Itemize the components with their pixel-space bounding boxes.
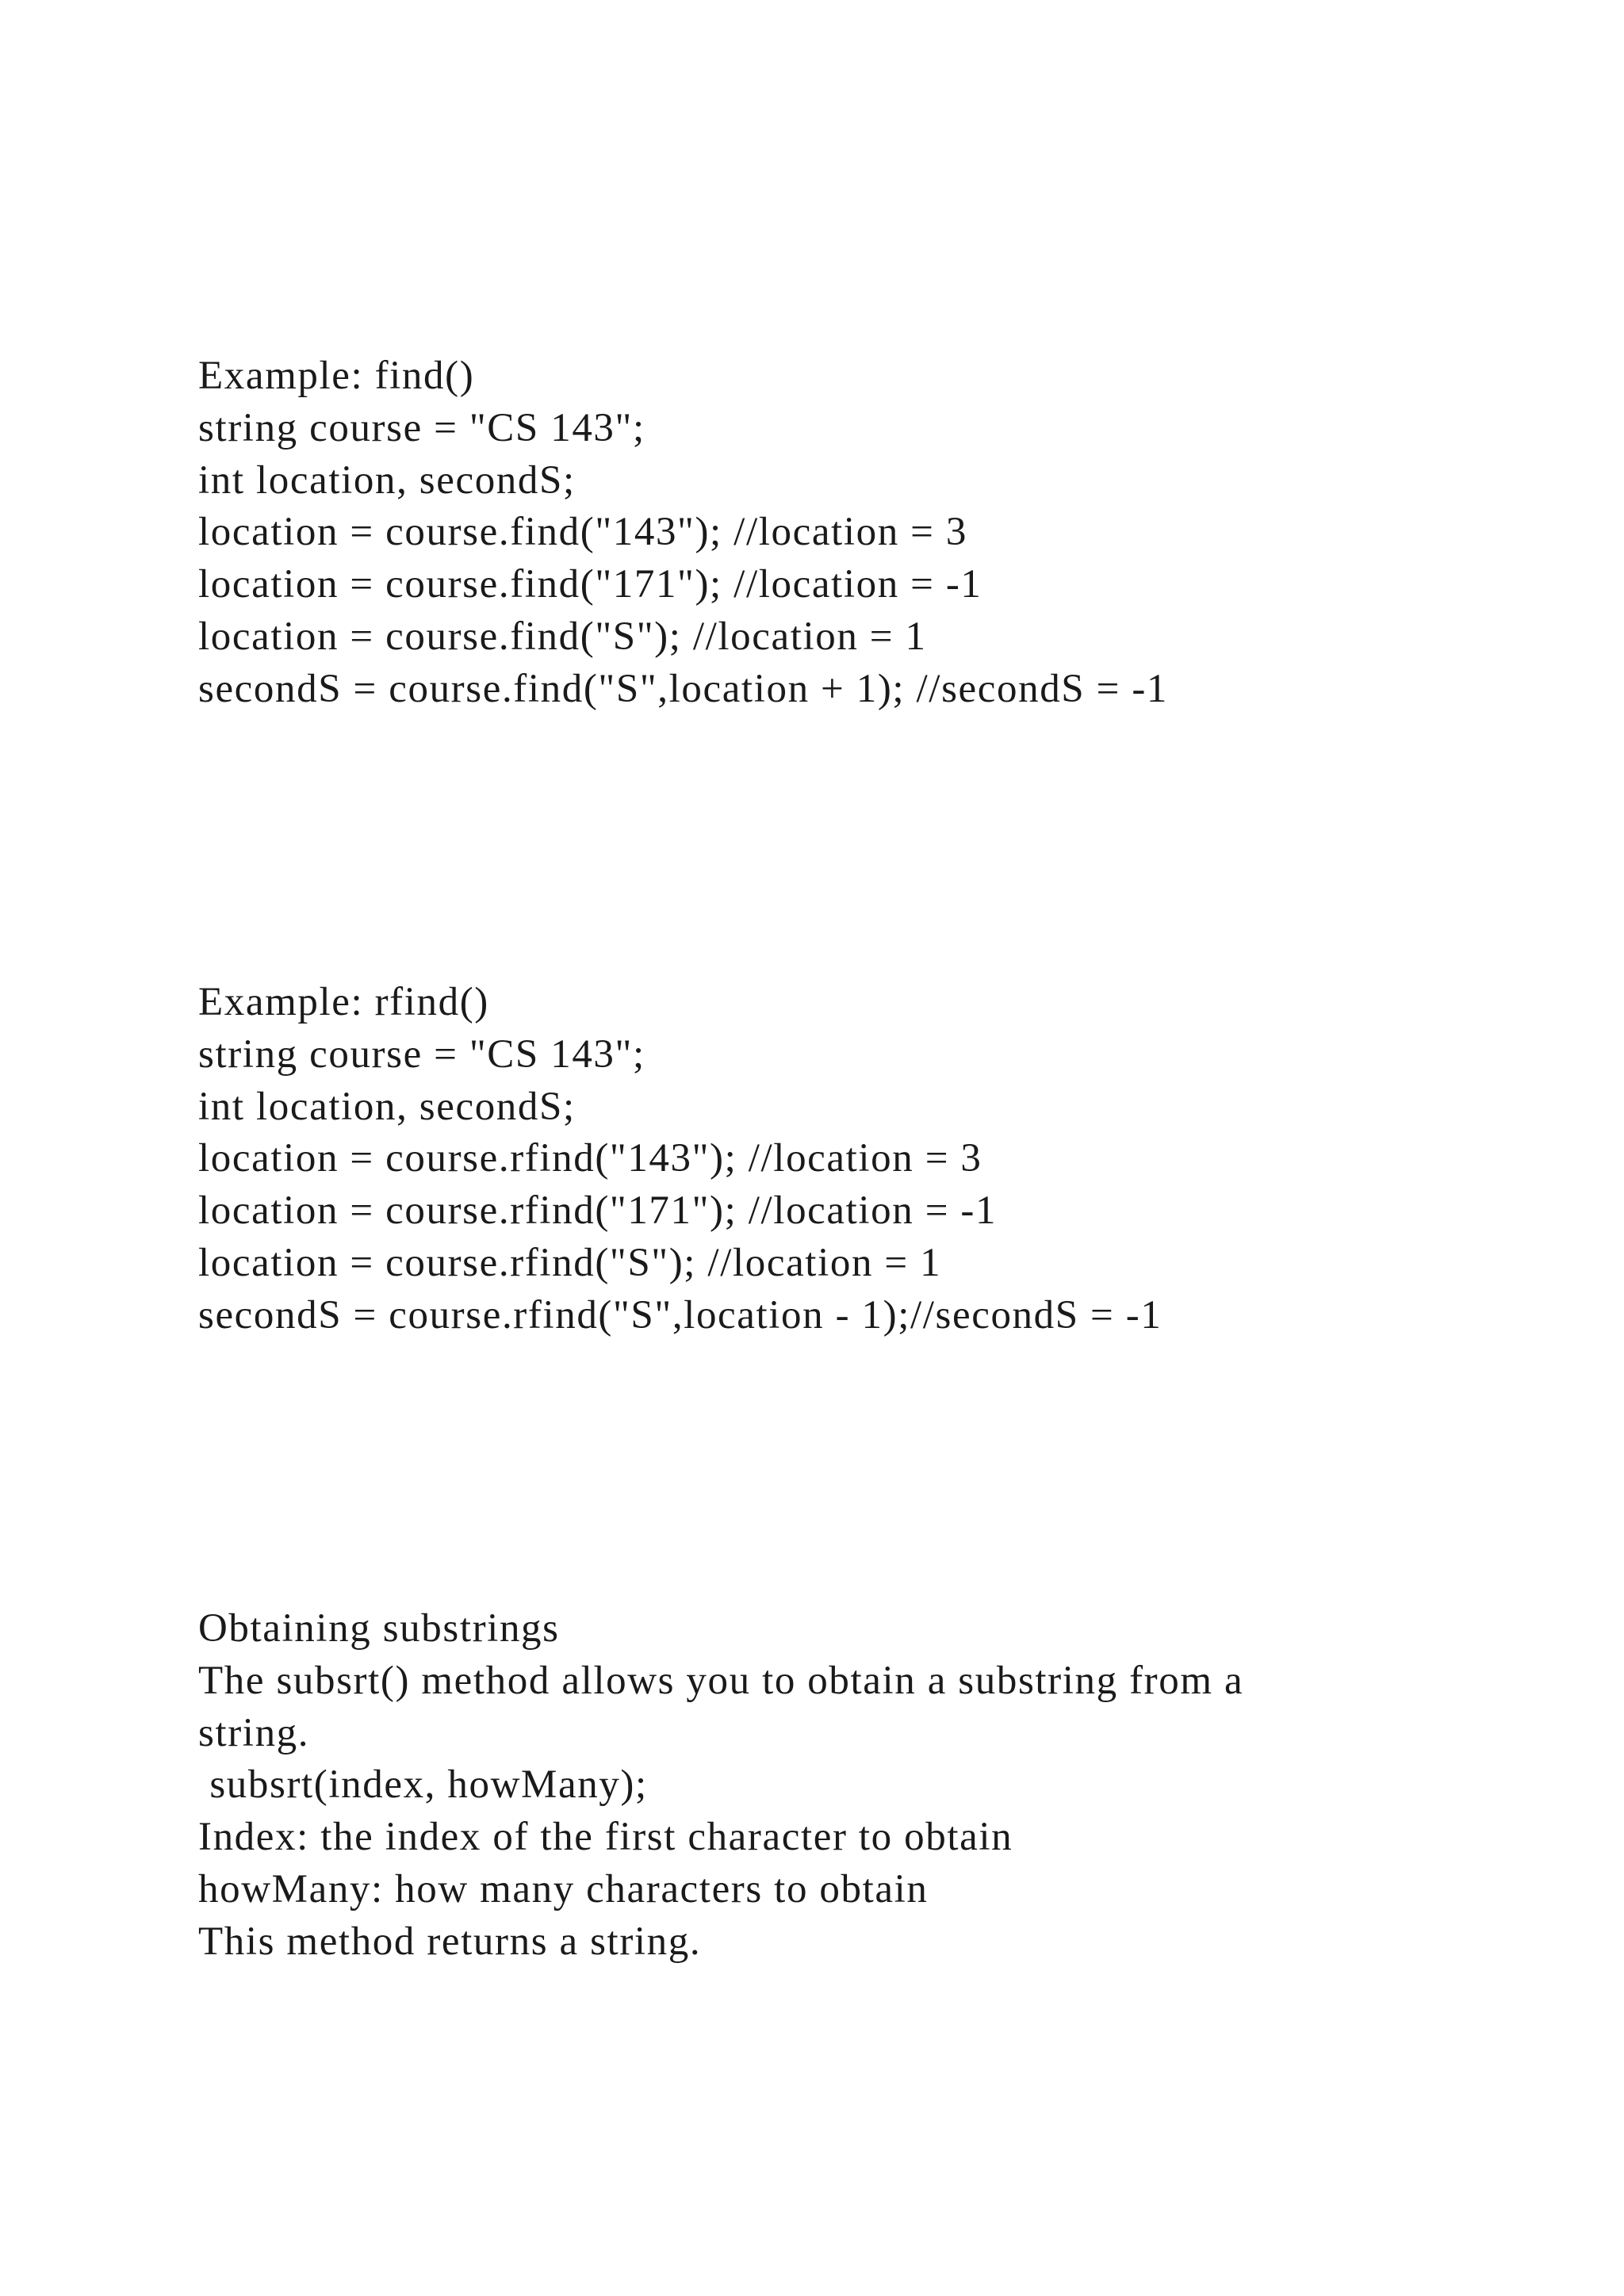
section-heading: Example: find() [198,354,475,398]
code-line: location = course.find("S"); //location = 1 [198,614,927,659]
body-text-line: The subsrt() method allows you to obtain a substring from a [198,1658,1244,1703]
code-line: secondS = course.rfind("S",location - 1);//secondS = -1 [198,1292,1162,1337]
section-heading: Example: rfind() [198,980,489,1024]
body-text-line: string. [198,1710,310,1755]
code-line: string course = "CS 143"; [198,1031,645,1077]
body-text-line: howMany: how many characters to obtain [198,1866,929,1911]
code-line: secondS = course.find("S",location + 1); //secondS = -1 [198,666,1168,711]
find-example-section [198,350,1435,716]
substrings-section [198,1603,1435,1969]
code-line: location = course.rfind("S"); //location = 1 [198,1240,942,1285]
code-line: location = course.find("171"); //location = -1 [198,562,982,607]
body-text-line: This method returns a string. [198,1919,702,1964]
code-line: int location, secondS; [198,1084,576,1129]
section-heading: Obtaining substrings [198,1606,560,1651]
code-line: location = course.rfind("171"); //location = -1 [198,1188,998,1234]
rfind-example-section [198,977,1435,1342]
body-text-line: Index: the index of the first character to obtain [198,1815,1013,1860]
code-line: string course = "CS 143"; [198,405,645,450]
code-line: location = course.find("143"); //location = 3 [198,510,967,555]
code-line: int location, secondS; [198,457,576,503]
code-line: subsrt(index, howMany); [198,1762,648,1808]
code-line: location = course.rfind("143"); //location = 3 [198,1136,982,1181]
